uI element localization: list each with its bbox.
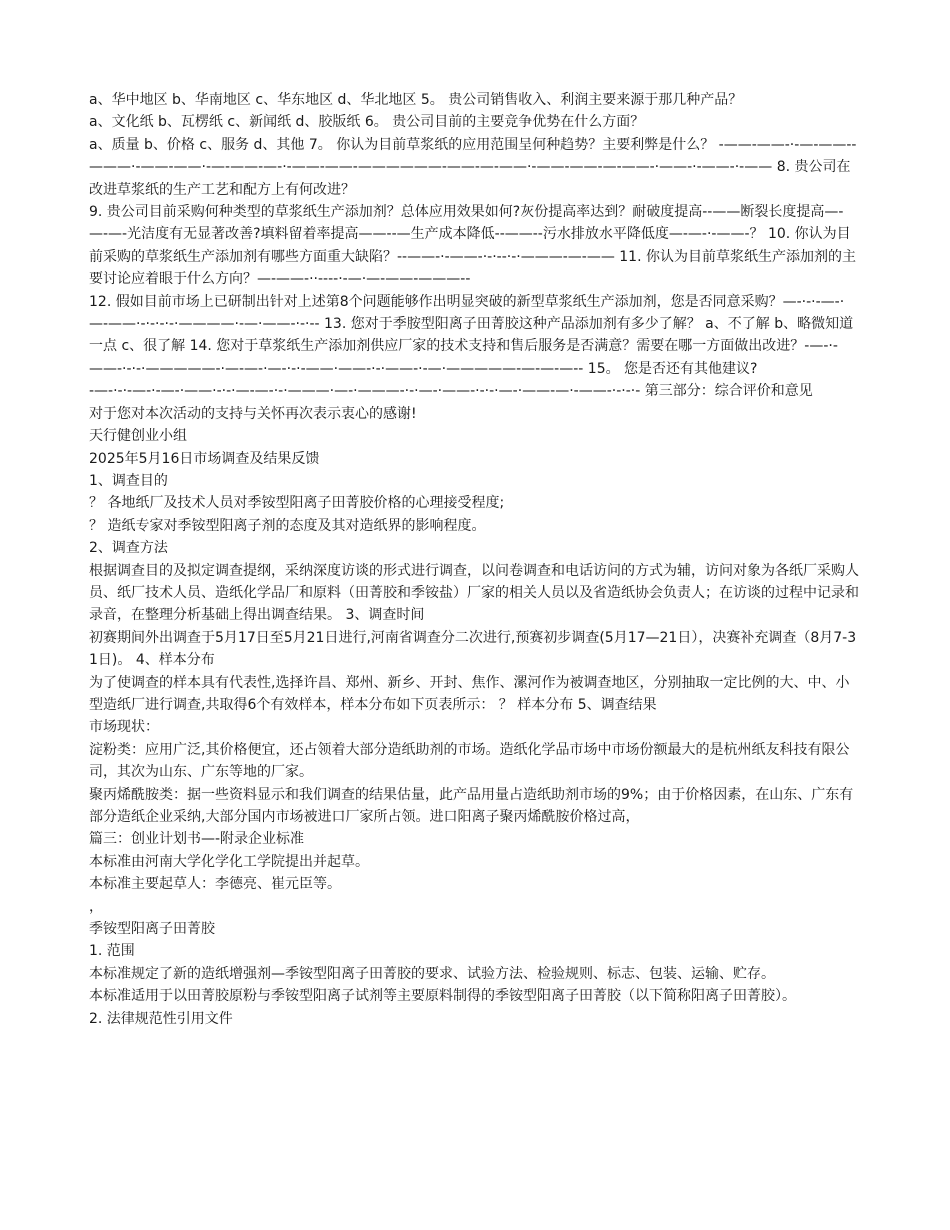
heading: 2、调查方法 (89, 540, 168, 557)
paragraph: 本标准适用于以田菁胶原粉与季铵型阳离子试剂等主要原料制得的季铵型阳离子田菁胶（以下简称阳离子田菁胶）。 (89, 988, 796, 1005)
text-line: a、文化纸 b、瓦楞纸 c、新闻纸 d、胶版纸 6。 贵公司目前的主要竞争优势在什么方面？ (89, 114, 645, 131)
text-line: a、华中地区 b、华南地区 c、华东地区 d、华北地区 5。 贵公司销售收入、利润主要来源于那几种产品？ (89, 92, 743, 108)
paragraph: 聚丙烯酰胺类：据一些资料显示和我们调查的结果估量，此产品用量占造纸助剂市场的9%；由于价格因素，在山东、广东有部分造纸企业采纳,大部分国内市场被进口厂家所占领。进口阳离子聚丙烯酰胺价格过高， (89, 786, 854, 825)
text-line: 9. 贵公司目前采购何种类型的草浆纸生产添加剂？总体应用效果如何?灰份提高率达到？耐破度提高--——断裂长度提高—-—-—-光洁度有无显著改善?填料留着率提高——--—生产成本降低--——--污水排放水平降低度—-—-·-——-？ 10. 你认为目前采购的草浆纸生产添加剂有哪些方面重大缺陷？--——-·-——-·-·--·-·———-—-—— 11. 你认为目前草浆纸生产添加剂的主要讨论应着眼于什么方向？—-——-··----·-—·—-——-———-- (89, 204, 856, 288)
heading: 1. 范围 (89, 943, 135, 960)
paragraph: 淀粉类：应用广泛,其价格便宜，还占领着大部分造纸助剂的市场。造纸化学品市场中市场份额最大的是杭州纸友科技有限公司，其次为山东、广东等地的厂家。 (89, 741, 850, 781)
heading: 1、调查目的 (89, 472, 168, 489)
bullet-item: ？ 各地纸厂及技术人员对季铵型阳离子田菁胶价格的心理接受程度; (89, 495, 505, 512)
text-line: a、质量 b、价格 c、服务 d、其他 7。 你认为目前草浆纸的应用范围呈何种趋势？主要利弊是什么？ -——-——-·-—-——--———·-——-——·-—-——-—-·-——-——-——————-——-—-——·-——-——-—-——-·——-·-——-·-—— 8. 贵公司在改进草浆纸的生产工艺和配方上有何改进？ (89, 136, 857, 198)
standard-title: 季铵型阳离子田菁胶 (89, 921, 215, 938)
paragraph: 本标准主要起草人：李德亮、崔元臣等。 (89, 876, 341, 893)
closing-thanks: 对于您对本次活动的支持与关怀再次表示衷心的感谢! (89, 405, 417, 422)
signature-team: 天行健创业小组 (89, 428, 187, 445)
paragraph: 根据调查目的及拟定调查提纲，采纳深度访谈的形式进行调查，以问卷调查和电话访问的方式为辅，访问对象为各纸厂采购人员、纸厂技术人员、造纸化学品厂和原料（田菁胶和季铵盐）厂家的相关人员以及省造纸协会负责人；在访谈的过程中记录和录音，在整理分析基础上得出调查结果。 3、调查时间 (89, 562, 859, 624)
bullet-item: ？ 造纸专家对季铵型阳离子剂的态度及其对造纸界的影响程度。 (89, 517, 486, 534)
section-title: 2025年5月16日市场调查及结果反馈 (89, 450, 320, 467)
heading: 市场现状： (89, 719, 159, 736)
paragraph: 为了使调查的样本具有代表性,选择许昌、郑州、新乡、开封、焦作、漯河作为被调查地区，分别抽取一定比例的大、中、小型造纸厂进行调查,共取得6个有效样本，样本分布如下页表所示： ？ 样本分布 5、调查结果 (89, 674, 850, 713)
section-title: 篇三：创业计划书—-附录企业标准 (89, 831, 305, 848)
text-line: 12. 假如目前市场上已研制出针对上述第8个问题能够作出明显突破的新型草浆纸生产添加剂，您是否同意采购？—-·-·-—-·—-——·-·-·-·-·————·-—·——-·-·-- 13. 您对于季胺型阳离子田菁胶这种产品添加剂有多少了解？ a、不了解 b、略微知道一点 c、很了解 14. 您对于草浆纸生产添加剂供应厂家的技术支持和售后服务是否满意？需要在哪一方面做出改进？-—-·-——-·-·-·—————-·—-—-·—-·-·-——·——-·-·——-·-—·—————-—-—-—-- 15。 您是否还有其他建议? (89, 293, 854, 377)
paragraph: 本标准由河南大学化学化工学院提出并起草。 (89, 853, 369, 870)
document-body (89, 89, 861, 1030)
paragraph: 初赛期间外出调查于5月17日至5月21日进行,河南省调查分二次进行,预赛初步调查(5月17—21日），决赛补充调查（8月7-31日)。 4、样本分布 (89, 629, 857, 669)
heading: 2. 法律规范性引用文件 (89, 1010, 233, 1027)
paragraph: 本标准规定了新的造纸增强剂—季铵型阳离子田菁胶的要求、试验方法、检验规则、标志、包装、运输、贮存。 (89, 965, 775, 982)
separator-mark: ， (89, 898, 103, 915)
text-line: -—-·-·-—-·-—-·——·-·-·—-—-·-·———·—-·———-·-·—-·——-·-·-·—-·——-—·-——-·-·-·- 第三部分：综合评价和意见 (89, 383, 813, 400)
